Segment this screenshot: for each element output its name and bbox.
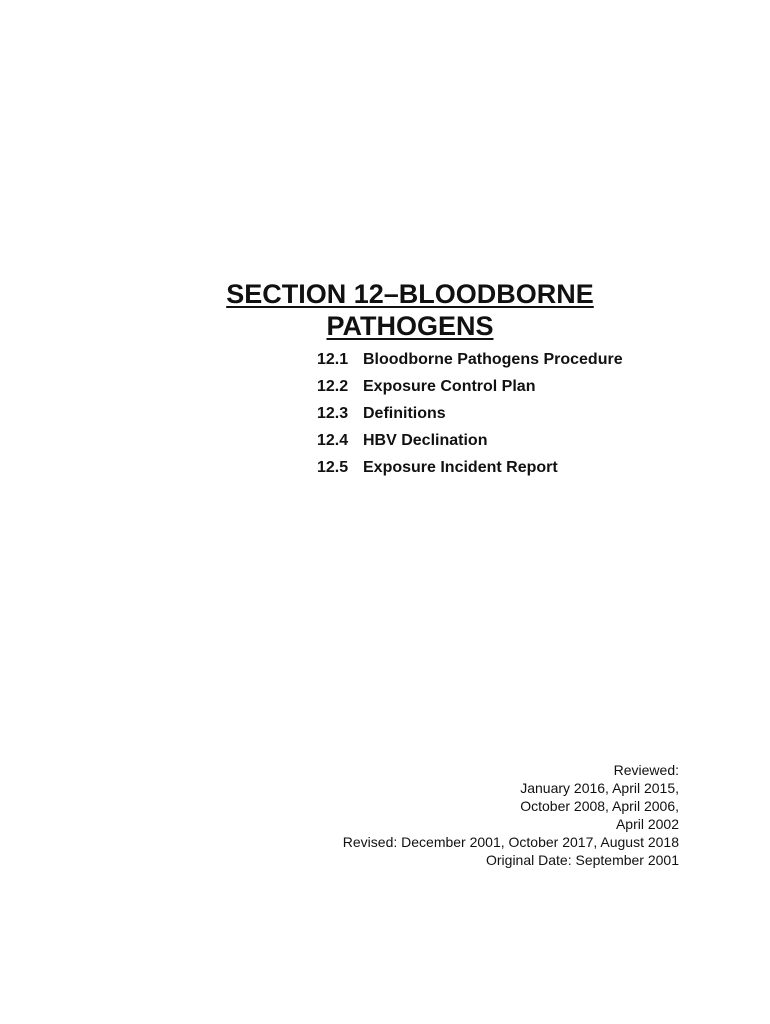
toc-item-number: 12.3 (317, 405, 349, 422)
toc-item (317, 400, 623, 427)
toc-item-number: 12.5 (317, 459, 349, 476)
reviewed-dates-line-2: October 2008, April 2006, (520, 798, 679, 814)
original-date: Original Date: September 2001 (486, 852, 679, 868)
toc-item-number: 12.1 (317, 351, 349, 368)
toc-item-label: Bloodborne Pathogens Procedure (363, 351, 623, 368)
toc-item (317, 346, 623, 373)
toc-item-number: 12.2 (317, 378, 349, 395)
toc-item (317, 427, 623, 454)
toc-item-label: Exposure Control Plan (363, 378, 536, 395)
revision-history (343, 761, 679, 869)
toc-item-label: Exposure Incident Report (363, 459, 558, 476)
toc-item (317, 373, 623, 400)
reviewed-label: Reviewed: (613, 762, 679, 778)
toc-item-label: HBV Declination (363, 432, 488, 449)
section-title-line-1: SECTION 12–BLOODBORNE (226, 279, 594, 309)
section-title-line-2: PATHOGENS (326, 311, 494, 341)
table-of-contents (317, 346, 623, 481)
toc-item (317, 454, 623, 481)
reviewed-dates-line-3: April 2002 (615, 816, 679, 832)
toc-item-number: 12.4 (317, 432, 349, 449)
toc-item-label: Definitions (363, 405, 446, 422)
revised-dates: Revised: December 2001, October 2017, August 2018 (342, 834, 679, 850)
reviewed-dates-line-1: January 2016, April 2015, (520, 780, 679, 796)
